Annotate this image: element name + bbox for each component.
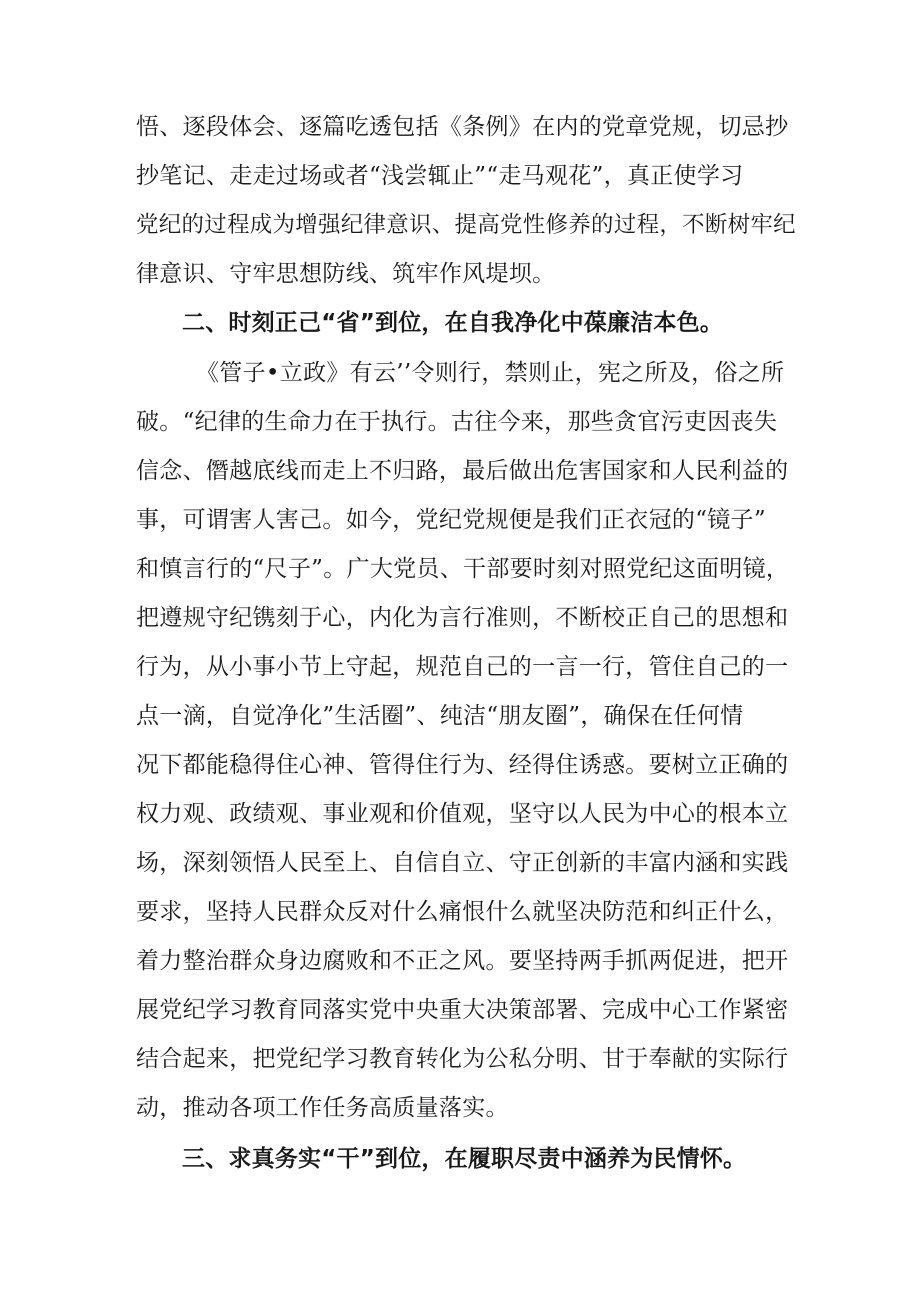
paragraph-1-line-4: 律意识、守牢思想防线、筑牢作风堤坝。	[136, 261, 556, 287]
paragraph-2-line-10: 权力观、政绩观、事业观和价值观，坚守以人民为中心的根本立	[136, 801, 789, 827]
paragraph-2-line-15: 结合起来，把党纪学习教育转化为公私分明、甘于奉献的实际行	[136, 1046, 789, 1072]
paragraph-1-line-1: 悟、逐段体会、逐篇吃透包括《条例》在内的党章党规，切忌抄	[136, 114, 789, 140]
section-heading-2: 二、时刻正己“省”到位，在自我净化中葆廉洁本色。	[182, 310, 724, 336]
section-heading-3: 三、求真务实“干”到位，在履职尽责中涵养为民情怀。	[182, 1146, 747, 1172]
paragraph-2-line-13: 着力整治群众身边腐败和不正之风。要坚持两手抓两促进，把开	[136, 948, 789, 974]
paragraph-2-line-16: 动，推动各项工作任务高质量落实。	[136, 1095, 509, 1121]
paragraph-2-line-9: 况下都能稳得住心神、管得住行为、经得住诱惑。要树立正确的	[136, 752, 789, 778]
paragraph-2-line-8: 点一滴，自觉净化”生活圈”、纯洁“朋友圈”，确保在任何情	[136, 703, 744, 729]
paragraph-2-line-12: 要求，坚持人民群众反对什么痛恨什么就坚决防范和纠正什么，	[136, 899, 789, 925]
paragraph-2-line-4: 事，可谓害人害己。如今，党纪党规便是我们正衣冠的“镜子”	[136, 507, 766, 533]
paragraph-2-line-11: 场，深刻领悟人民至上、自信自立、守正创新的丰富内涵和实践	[136, 850, 789, 876]
paragraph-2-line-5: 和慎言行的“尺子”。广大党员、干部要时刻对照党纪这面明镜，	[136, 556, 790, 582]
paragraph-2-line-6: 把遵规守纪镌刻于心，内化为言行准则，不断校正自己的思想和	[136, 605, 789, 631]
paragraph-2-line-2: 破。“纪律的生命力在于执行。古往今来，那些贪官污吏因丧失	[136, 409, 778, 435]
paragraph-2-line-14: 展党纪学习教育同落实党中央重大决策部署、完成中心工作紧密	[136, 997, 789, 1023]
paragraph-2-line-1: 《管子•立政》有云’’令则行，禁则止，宪之所及，俗之所	[196, 360, 785, 386]
paragraph-1-line-3: 党纪的过程成为增强纪律意识、提高党性修养的过程，不断树牢纪	[136, 212, 796, 238]
paragraph-1-line-2: 抄笔记、走走过场或者“浅尝辄止”“走马观花”，真正使学习	[136, 163, 744, 189]
paragraph-2-line-3: 信念、僭越底线而走上不归路，最后做出危害国家和人民利益的	[136, 458, 789, 484]
paragraph-2-line-7: 行为，从小事小节上守起，规范自己的一言一行，管住自己的一	[136, 654, 789, 680]
